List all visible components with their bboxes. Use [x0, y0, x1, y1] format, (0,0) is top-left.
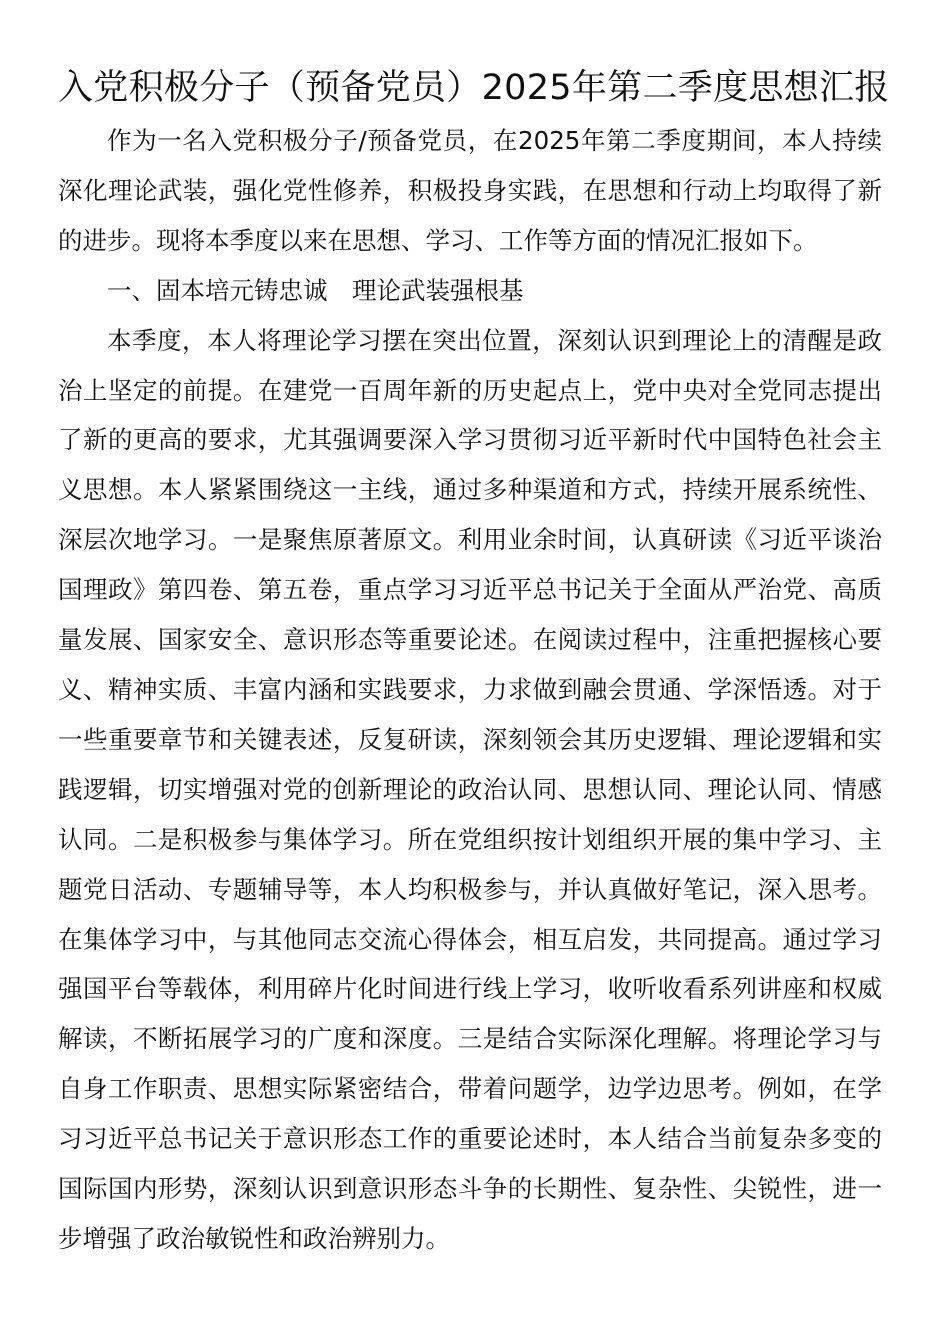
section-heading-1: 一、固本培元铸忠诚 理论武装强根基 — [107, 275, 524, 305]
body-paragraph: 本季度，本人将理论学习摆在突出位置，深刻认识到理论上的清醒是政治上坚定的前提。在建党一百周年新的历史起点上，党中央对全党同志提出了新的更高的要求，尤其强调要深入学习贯彻习近平新时代中国特色社会主义思想。本人紧紧围绕这一主线，通过多种渠道和方式，持续开展系统性、深层次地学习。一是聚焦原著原文。利用业余时间，认真研读《习近平谈治国理政》第四卷、第五卷，重点学习习近平总书记关于全面从严治党、高质量发展、国家安全、意识形态等重要论述。在阅读过程中，注重把握核心要义、精神实质、丰富内涵和实践要求，力求做到融会贯通、学深悟透。对于一些重要章节和关键表述，反复研读，深刻领会其历史逻辑、理论逻辑和实践逻辑，切实增强对党的创新理论的政治认同、思想认同、理论认同、情感认同。二是积极参与集体学习。所在党组织按计划组织开展的集中学习、主题党日活动、专题辅导等，本人均积极参与，并认真做好笔记，深入思考。在集体学习中，与其他同志交流心得体会，相互启发，共同提高。通过学习强国平台等载体，利用碎片化时间进行线上学习，收听收看系列讲座和权威解读，不断拓展学习的广度和深度。三是结合实际深化理解。将理论学习与自身工作职责、思想实际紧密结合，带着问题学，边学边思考。例如，在学习习近平总书记关于意识形态工作的重要论述时，本人结合当前复杂多变的国际国内形势，深刻认识到意识形态斗争的长期性、复杂性、尖锐性，进一步增强了政治敏锐性和政治辨别力。 — [58, 325, 882, 1253]
document-body — [58, 116, 882, 1264]
document-title: 入党积极分子（预备党员）2025年第二季度思想汇报 — [58, 68, 890, 108]
intro-paragraph: 作为一名入党积极分子/预备党员，在2025年第二季度期间，本人持续深化理论武装，强化党性修养，积极投身实践，在思想和行动上均取得了新的进步。现将本季度以来在思想、学习、工作等方面的情况汇报如下。 — [58, 126, 882, 255]
